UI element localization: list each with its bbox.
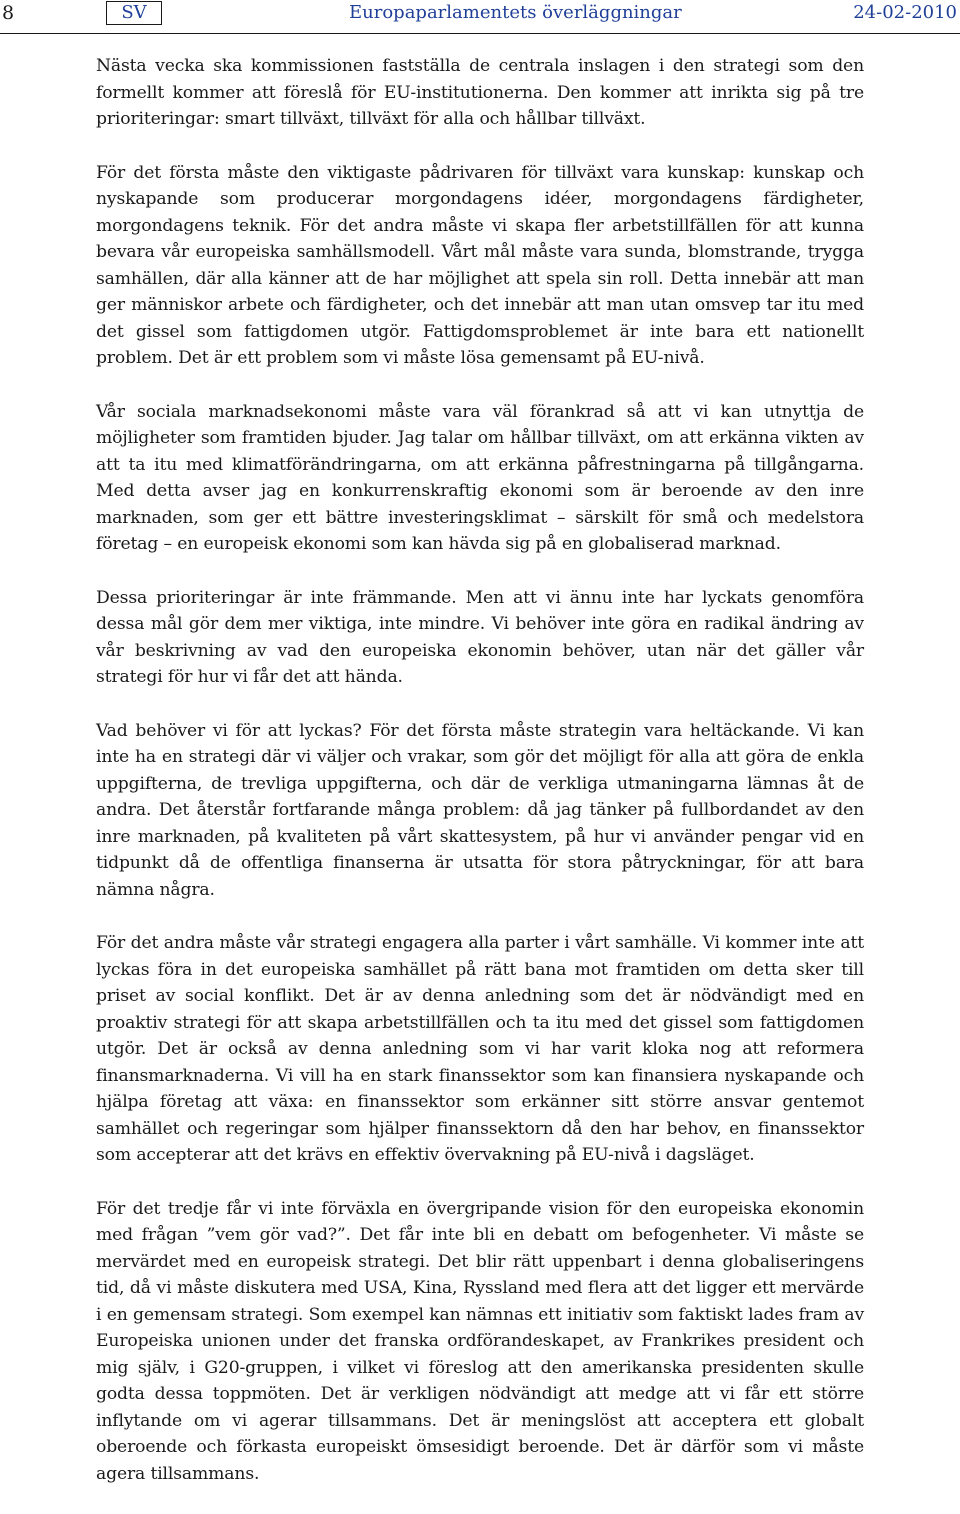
document-body [96, 53, 864, 1514]
paragraph-4: Dessa prioriteringar är inte främmande. Men att vi ännu inte har lyckats genomföra dessa mål gör dem mer viktiga, inte mindre. Vi behöver inte göra en radikal ändring av vår beskrivning av vad den europeiska ekonomin behöver, utan när det gäller vår strategi för hur vi får det att hända. [96, 587, 864, 687]
paragraph-3: Vår sociala marknadsekonomi måste vara väl förankrad så att vi kan utnyttja de möjligheter som framtiden bjuder. Jag talar om hållbar tillväxt, om att erkänna vikten av att ta itu med klimatförändringarna, om att erkänna påfrestningarna på tillgångarna. Med detta avser jag en konkurrenskraftig ekonomi som är beroende av den inre marknaden, som ger ett bättre investeringsklimat – särskilt för små och medelstora företag – en europeisk ekonomi som kan hävda sig på en globaliserad marknad. [96, 401, 864, 554]
paragraph-2: För det första måste den viktigaste pådrivaren för tillväxt vara kunskap: kunskap och nyskapande som producerar morgondagens idéer, morgondagens färdigheter, morgondagens teknik. För det andra måste vi skapa fler arbetstillfällen för att kunna bevara vår europeiska samhällsmodell. Vårt mål måste vara sunda, blomstrande, trygga samhällen, där alla känner att de har möjlighet att spela sin roll. Detta innebär att man ger människor arbete och färdigheter, och det innebär att man utan omsvep tar itu med det gissel som fattigdomen utgör. Fattigdomsproblemet är inte bara ett nationellt problem. Det är ett problem som vi måste lösa gemensamt på EU-nivå. [96, 162, 864, 368]
paragraph-6: För det andra måste vår strategi engagera alla parter i vårt samhälle. Vi kommer inte att lyckas föra in det europeiska samhället på rätt bana mot framtiden om detta sker till priset av social konflikt. Det är av denna anledning som det är nödvändigt med en proaktiv strategi för att skapa arbetstillfällen och ta itu med det gissel som fattigdomen utgör. Det är också av denna anledning som vi har varit kloka nog att reformera finansmarknaderna. Vi vill ha en stark finanssektor som kan finansiera nyskapande och hjälpa företag att växa: en finanssektor som erkänner sitt större ansvar gentemot samhället och regeringar som hjälper finanssektorn då den har behov, en finanssektor som accepterar att det krävs en effektiv övervakning på EU-nivå i dagsläget. [96, 933, 864, 1165]
paragraph-5: Vad behöver vi för att lyckas? För det första måste strategin vara heltäckande. Vi kan inte ha en strategi där vi väljer och vrakar, som gör det möjligt för alla att göra de enkla uppgifterna, de trevliga uppgifterna, och där de verkliga utmaningarna lämnas åt de andra. Det återstår fortfarande många problem: då jag tänker på fullbordandet av den inre marknaden, på kvaliteten på vårt skattesystem, på hur vi använder pengar vid en tidpunkt då de offentliga finanserna är utsatta för stora påtryckningar, för att bara nämna några. [96, 720, 864, 900]
paragraph-1: Nästa vecka ska kommissionen fastställa de centrala inslagen i den strategi som den formellt kommer att föreslå för EU-institutionerna. Den kommer att inrikta sig på tre prioriteringar: smart tillväxt, tillväxt för alla och hållbar tillväxt. [96, 56, 864, 129]
document-date: 24-02-2010 [853, 2, 957, 23]
page-number: 8 [2, 2, 15, 24]
page-header [0, 0, 960, 40]
document-title: Europaparlamentets överläggningar [349, 2, 682, 23]
language-code-badge: SV [106, 1, 162, 25]
header-divider [0, 33, 960, 34]
paragraph-7: För det tredje får vi inte förväxla en övergripande vision för den europeiska ekonomin med frågan ”vem gör vad?”. Det får inte bli en debatt om befogenheter. Vi måste se mervärdet med en europeisk strategi. Det blir rätt uppenbart i denna globaliseringens tid, då vi måste diskutera med USA, Kina, Ryssland med flera att det ligger ett mervärde i en gemensam strategi. Som exempel kan nämnas ett initiativ som faktiskt lades fram av Europeiska unionen under det franska ordförandeskapet, av Frankrikes president och mig själv, i G20-gruppen, i vilket vi föreslog att den amerikanska presidenten skulle godta dessa toppmöten. Det är verkligen nödvändigt att medge att vi får ett större inflytande om vi agerar tillsammans. Det är meningslöst att acceptera ett globalt oberoende och förkasta europeiskt ömsesidigt beroende. Det är därför som vi måste agera tillsammans. [96, 1198, 864, 1484]
